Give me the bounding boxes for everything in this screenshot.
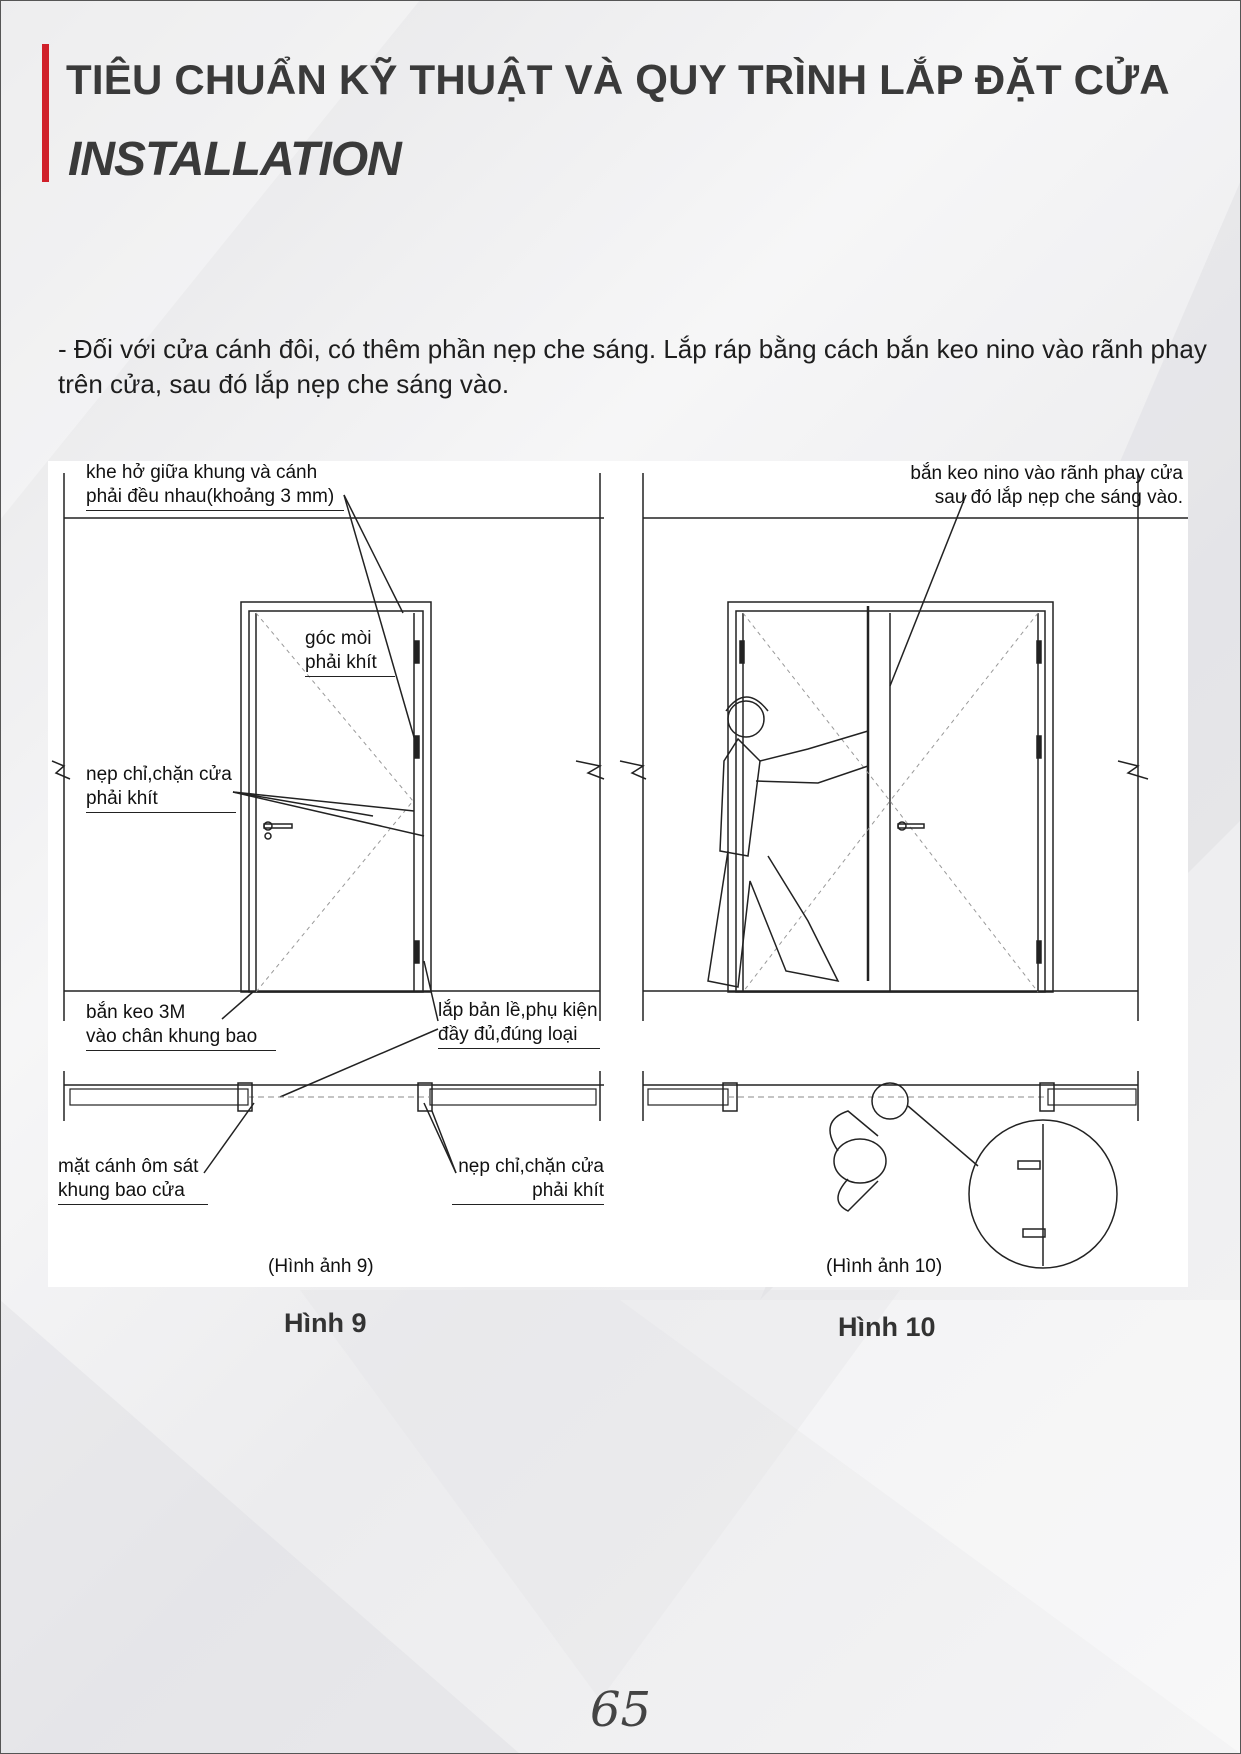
label-stop-2: phải khít (86, 787, 236, 813)
instruction-paragraph: - Đối với cửa cánh đôi, có thêm phần nẹp che sáng. Lắp ráp bằng cách bắn keo nino vào rãnh phay trên cửa, sau đó lắp nẹp che sáng vào. (58, 334, 1207, 399)
label-corner-2: phải khít (305, 651, 395, 677)
inner-caption-9: (Hình ảnh 9) (268, 1256, 374, 1277)
label-hinge-1: lắp bản lề,phụ kiện (438, 1000, 598, 1021)
label-glue3m-2: vào chân khung bao (86, 1025, 276, 1051)
label-nino-1: bắn keo nino vào rãnh phay cửa (910, 463, 1183, 484)
label-corner-1: góc mòi (305, 628, 372, 649)
label-leaf-2: khung bao cửa (58, 1179, 208, 1205)
figure-caption-10: Hình 10 (838, 1312, 936, 1342)
page-subtitle: INSTALLATION (68, 133, 401, 186)
installation-figure (48, 461, 1188, 1287)
label-stop2-2: phải khít (452, 1179, 604, 1205)
inner-caption-10: (Hình ảnh 10) (826, 1256, 943, 1277)
label-gap-1: khe hở giữa khung và cánh (86, 462, 318, 483)
label-glue3m-1: bắn keo 3M (86, 1002, 186, 1023)
door-drawings (48, 461, 1188, 1287)
page-title: TIÊU CHUẨN KỸ THUẬT VÀ QUY TRÌNH LẮP ĐẶT CỬA (66, 56, 1170, 103)
title-accent-bar (42, 44, 49, 182)
label-leaf-1: mặt cánh ôm sát (58, 1156, 199, 1177)
label-hinge-2: đầy đủ,đúng loại (438, 1023, 600, 1049)
label-stop-1: nẹp chỉ,chặn cửa (86, 764, 232, 785)
label-gap-2: phải đều nhau(khoảng 3 mm) (86, 485, 344, 511)
figure-caption-9: Hình 9 (284, 1308, 367, 1338)
label-stop2-1: nẹp chỉ,chặn cửa (458, 1156, 604, 1177)
label-nino-2: sau đó lắp nẹp che sáng vào. (934, 487, 1183, 508)
page-number: 65 (589, 1682, 652, 1738)
